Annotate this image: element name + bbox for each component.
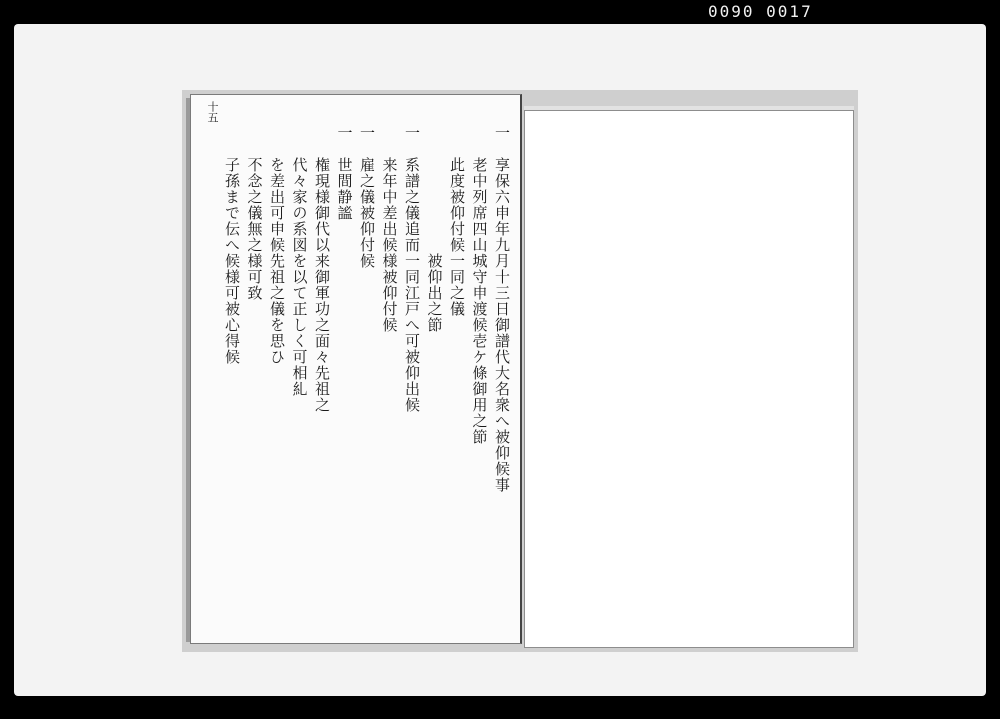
text-line: 権現様御代以来御軍功之面々先祖之 — [313, 125, 331, 413]
open-book — [178, 84, 858, 652]
frame-number: 0090 0017 — [708, 2, 813, 21]
text-line: 一 享保六申年九月十三日御譜代大名衆へ被仰候事 — [493, 125, 511, 493]
text-line: 代々家の系図を以て正しく可相糺 — [290, 125, 309, 397]
text-line: 来年中差出候様被仰付候 — [380, 125, 399, 333]
left-page — [190, 94, 522, 644]
folio-number: 十五 — [206, 101, 219, 123]
text-line: 子孫まで伝へ候様可被心得候 — [223, 125, 241, 365]
text-line: 一 雇之儀被仰付候 — [358, 125, 376, 269]
text-line: 一 系譜之儀追而一同江戸へ可被仰出候 — [403, 125, 421, 413]
right-page-blank — [524, 110, 854, 648]
text-line: 不念之儀無之様可致 — [245, 125, 264, 301]
handwritten-text — [213, 125, 513, 635]
text-line: 一 世間静謐 — [335, 125, 354, 221]
document-mount — [14, 24, 986, 696]
text-line: 被仰出之節 — [425, 125, 444, 333]
text-line: 老中列席四山城守申渡候壱ケ條御用之節 — [470, 125, 489, 445]
text-line: 此度被仰付候一同之儀 — [448, 125, 466, 317]
text-line: を差出可申候先祖之儀を思ひ — [268, 125, 286, 365]
